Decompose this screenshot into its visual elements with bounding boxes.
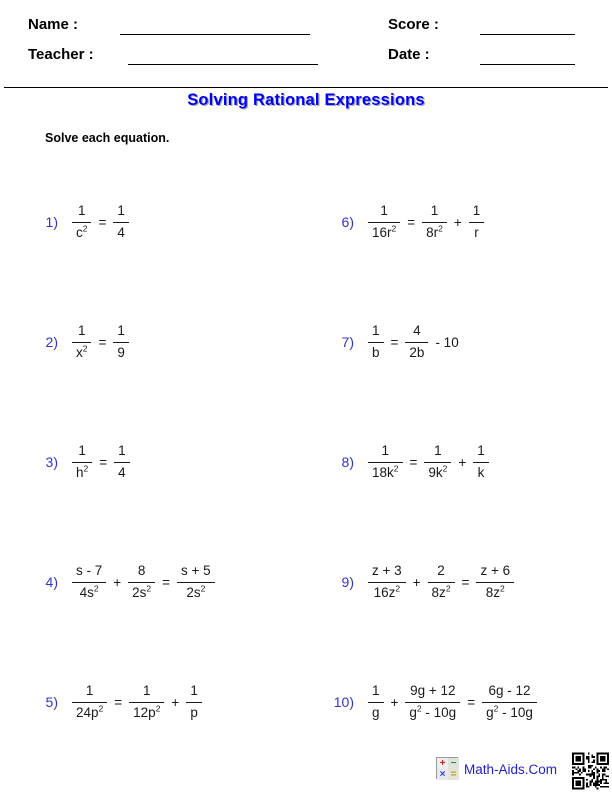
operator: =	[98, 334, 107, 350]
fraction-numerator: 1	[368, 203, 400, 223]
fraction-numerator: 4	[405, 323, 428, 343]
operator: +	[171, 694, 180, 710]
equation	[72, 203, 129, 242]
operator: =	[99, 454, 108, 470]
fraction-denominator: $18k^2$	[372, 463, 399, 480]
problem	[32, 398, 328, 518]
fraction	[72, 563, 106, 602]
problem-number: 9)	[341, 574, 354, 590]
operator: =	[162, 574, 171, 590]
math-aids-logo-icon	[436, 757, 458, 779]
problem	[328, 638, 612, 758]
equation	[72, 443, 130, 482]
equation	[368, 443, 489, 482]
fraction-denominator: $4s^2$	[79, 583, 99, 600]
fraction-denominator: g	[372, 704, 380, 720]
problem	[328, 398, 612, 518]
date-write-line[interactable]	[480, 63, 575, 65]
fraction-numerator: 1	[469, 203, 485, 223]
operator: =	[114, 694, 123, 710]
fraction-denominator: 4	[117, 224, 125, 240]
fraction-denominator: $8z^2$	[431, 583, 451, 600]
operator: =	[461, 574, 470, 590]
name-label: Name :	[28, 16, 79, 33]
fraction-denominator: $2s^2$	[132, 583, 152, 600]
problem-number: 7)	[341, 334, 354, 350]
fraction	[113, 323, 129, 362]
fraction-denominator: r	[474, 224, 479, 240]
fraction	[422, 203, 447, 242]
operator: +	[113, 574, 122, 590]
logo-symbol: =	[448, 769, 459, 780]
problems-grid	[32, 158, 612, 758]
fraction	[368, 683, 384, 722]
problem-number: 1)	[45, 214, 58, 230]
fraction	[469, 203, 485, 242]
fraction	[186, 683, 202, 722]
logo-symbol: +	[437, 758, 448, 769]
fraction-numerator: 8	[128, 563, 155, 583]
fraction-denominator: k	[477, 464, 485, 480]
math-aids-brand-link[interactable]: Math-Aids.Com	[464, 762, 558, 777]
fraction-denominator: $8z^2$	[485, 583, 505, 600]
fraction	[424, 443, 451, 482]
fraction-numerator: 1	[186, 683, 202, 703]
operator: =	[98, 214, 107, 230]
problem-number: 3)	[45, 454, 58, 470]
fraction-denominator: 4	[118, 464, 126, 480]
fraction-denominator: $16z^2$	[373, 583, 401, 600]
fraction	[476, 563, 514, 602]
operator: +	[458, 454, 467, 470]
fraction	[405, 683, 460, 722]
fraction	[128, 563, 155, 602]
operator: =	[390, 334, 399, 350]
fraction-numerator: 1	[72, 323, 91, 343]
problem-number: 8)	[341, 454, 354, 470]
fraction-numerator: s - 7	[72, 563, 106, 583]
problem-number: 4)	[45, 574, 58, 590]
equation	[72, 563, 215, 602]
fraction-numerator: 1	[72, 683, 107, 703]
fraction	[72, 683, 107, 722]
fraction-denominator: p	[190, 704, 198, 720]
fraction-denominator: $8r^2$	[426, 223, 443, 240]
fraction	[473, 443, 489, 482]
problem	[32, 278, 328, 398]
equation	[368, 323, 466, 362]
operator: +	[453, 214, 462, 230]
fraction-denominator: 9	[117, 344, 125, 360]
fraction-denominator: $c^2$	[76, 223, 88, 240]
problem	[32, 638, 328, 758]
score-label: Score :	[388, 16, 439, 33]
equation	[368, 683, 537, 722]
operator: =	[467, 694, 476, 710]
fraction	[129, 683, 164, 722]
fraction-numerator: 1	[113, 323, 129, 343]
equation	[368, 203, 484, 242]
fraction-denominator: $24p^2$	[76, 703, 104, 720]
fraction-numerator: 9g + 12	[405, 683, 460, 703]
fraction	[177, 563, 215, 602]
operator: +	[412, 574, 421, 590]
fraction-numerator: 2	[428, 563, 455, 583]
fraction-denominator: $h^2$	[76, 463, 89, 480]
fraction-denominator: $2s^2$	[186, 583, 206, 600]
fraction-numerator: 1	[129, 683, 164, 703]
problem	[328, 158, 612, 278]
fraction	[482, 683, 537, 722]
problem	[32, 158, 328, 278]
fraction-denominator: $g^2 - 10g$	[486, 703, 533, 720]
fraction-numerator: 1	[473, 443, 489, 463]
fraction	[368, 443, 403, 482]
problem	[32, 518, 328, 638]
fraction-numerator: 6g - 12	[482, 683, 537, 703]
problem	[328, 518, 612, 638]
problem-number: 2)	[45, 334, 58, 350]
operator: +	[390, 694, 399, 710]
fraction	[72, 203, 91, 242]
fraction-numerator: 1	[72, 443, 92, 463]
fraction-numerator: 1	[422, 203, 447, 223]
instructions-text: Solve each equation.	[45, 131, 170, 145]
fraction-denominator: $12p^2$	[133, 703, 161, 720]
date-label: Date :	[388, 46, 430, 63]
problem-number: 6)	[341, 214, 354, 230]
fraction-numerator: z + 6	[476, 563, 514, 583]
fraction	[368, 323, 384, 362]
fraction	[428, 563, 455, 602]
name-write-line[interactable]	[120, 33, 310, 35]
fraction-denominator: b	[372, 344, 380, 360]
fraction-numerator: s + 5	[177, 563, 215, 583]
score-write-line[interactable]	[480, 33, 575, 35]
fraction	[405, 323, 428, 362]
problem-number: 10)	[333, 694, 354, 710]
fraction-denominator: 2b	[409, 344, 425, 360]
logo-symbol: −	[448, 758, 459, 769]
fraction	[368, 203, 400, 242]
equation	[72, 323, 129, 362]
operator: - 10	[435, 334, 459, 350]
teacher-write-line[interactable]	[128, 63, 318, 65]
equation	[72, 683, 202, 722]
operator: =	[407, 214, 416, 230]
header-divider	[4, 87, 608, 88]
teacher-label: Teacher :	[28, 46, 94, 63]
fraction-numerator: 1	[113, 203, 129, 223]
fraction-denominator: $9k^2$	[428, 463, 448, 480]
fraction	[72, 443, 92, 482]
equation	[368, 563, 514, 602]
fraction	[113, 203, 129, 242]
problem-number: 5)	[45, 694, 58, 710]
fraction-numerator: 1	[368, 683, 384, 703]
operator: =	[409, 454, 418, 470]
fraction-numerator: z + 3	[368, 563, 406, 583]
problem	[328, 278, 612, 398]
qr-code	[572, 752, 609, 790]
fraction-numerator: 1	[368, 443, 403, 463]
fraction-denominator: $16r^2$	[372, 223, 397, 240]
fraction-denominator: $g^2 - 10g$	[409, 703, 457, 720]
worksheet-title: Solving Rational Expressions	[187, 91, 425, 109]
fraction	[114, 443, 130, 482]
fraction-numerator: 1	[368, 323, 384, 343]
fraction-denominator: $x^2$	[76, 343, 88, 360]
fraction-numerator: 1	[424, 443, 451, 463]
fraction-numerator: 1	[114, 443, 130, 463]
fraction	[368, 563, 406, 602]
fraction-numerator: 1	[72, 203, 91, 223]
fraction	[72, 323, 91, 362]
logo-symbol: ×	[437, 769, 448, 780]
